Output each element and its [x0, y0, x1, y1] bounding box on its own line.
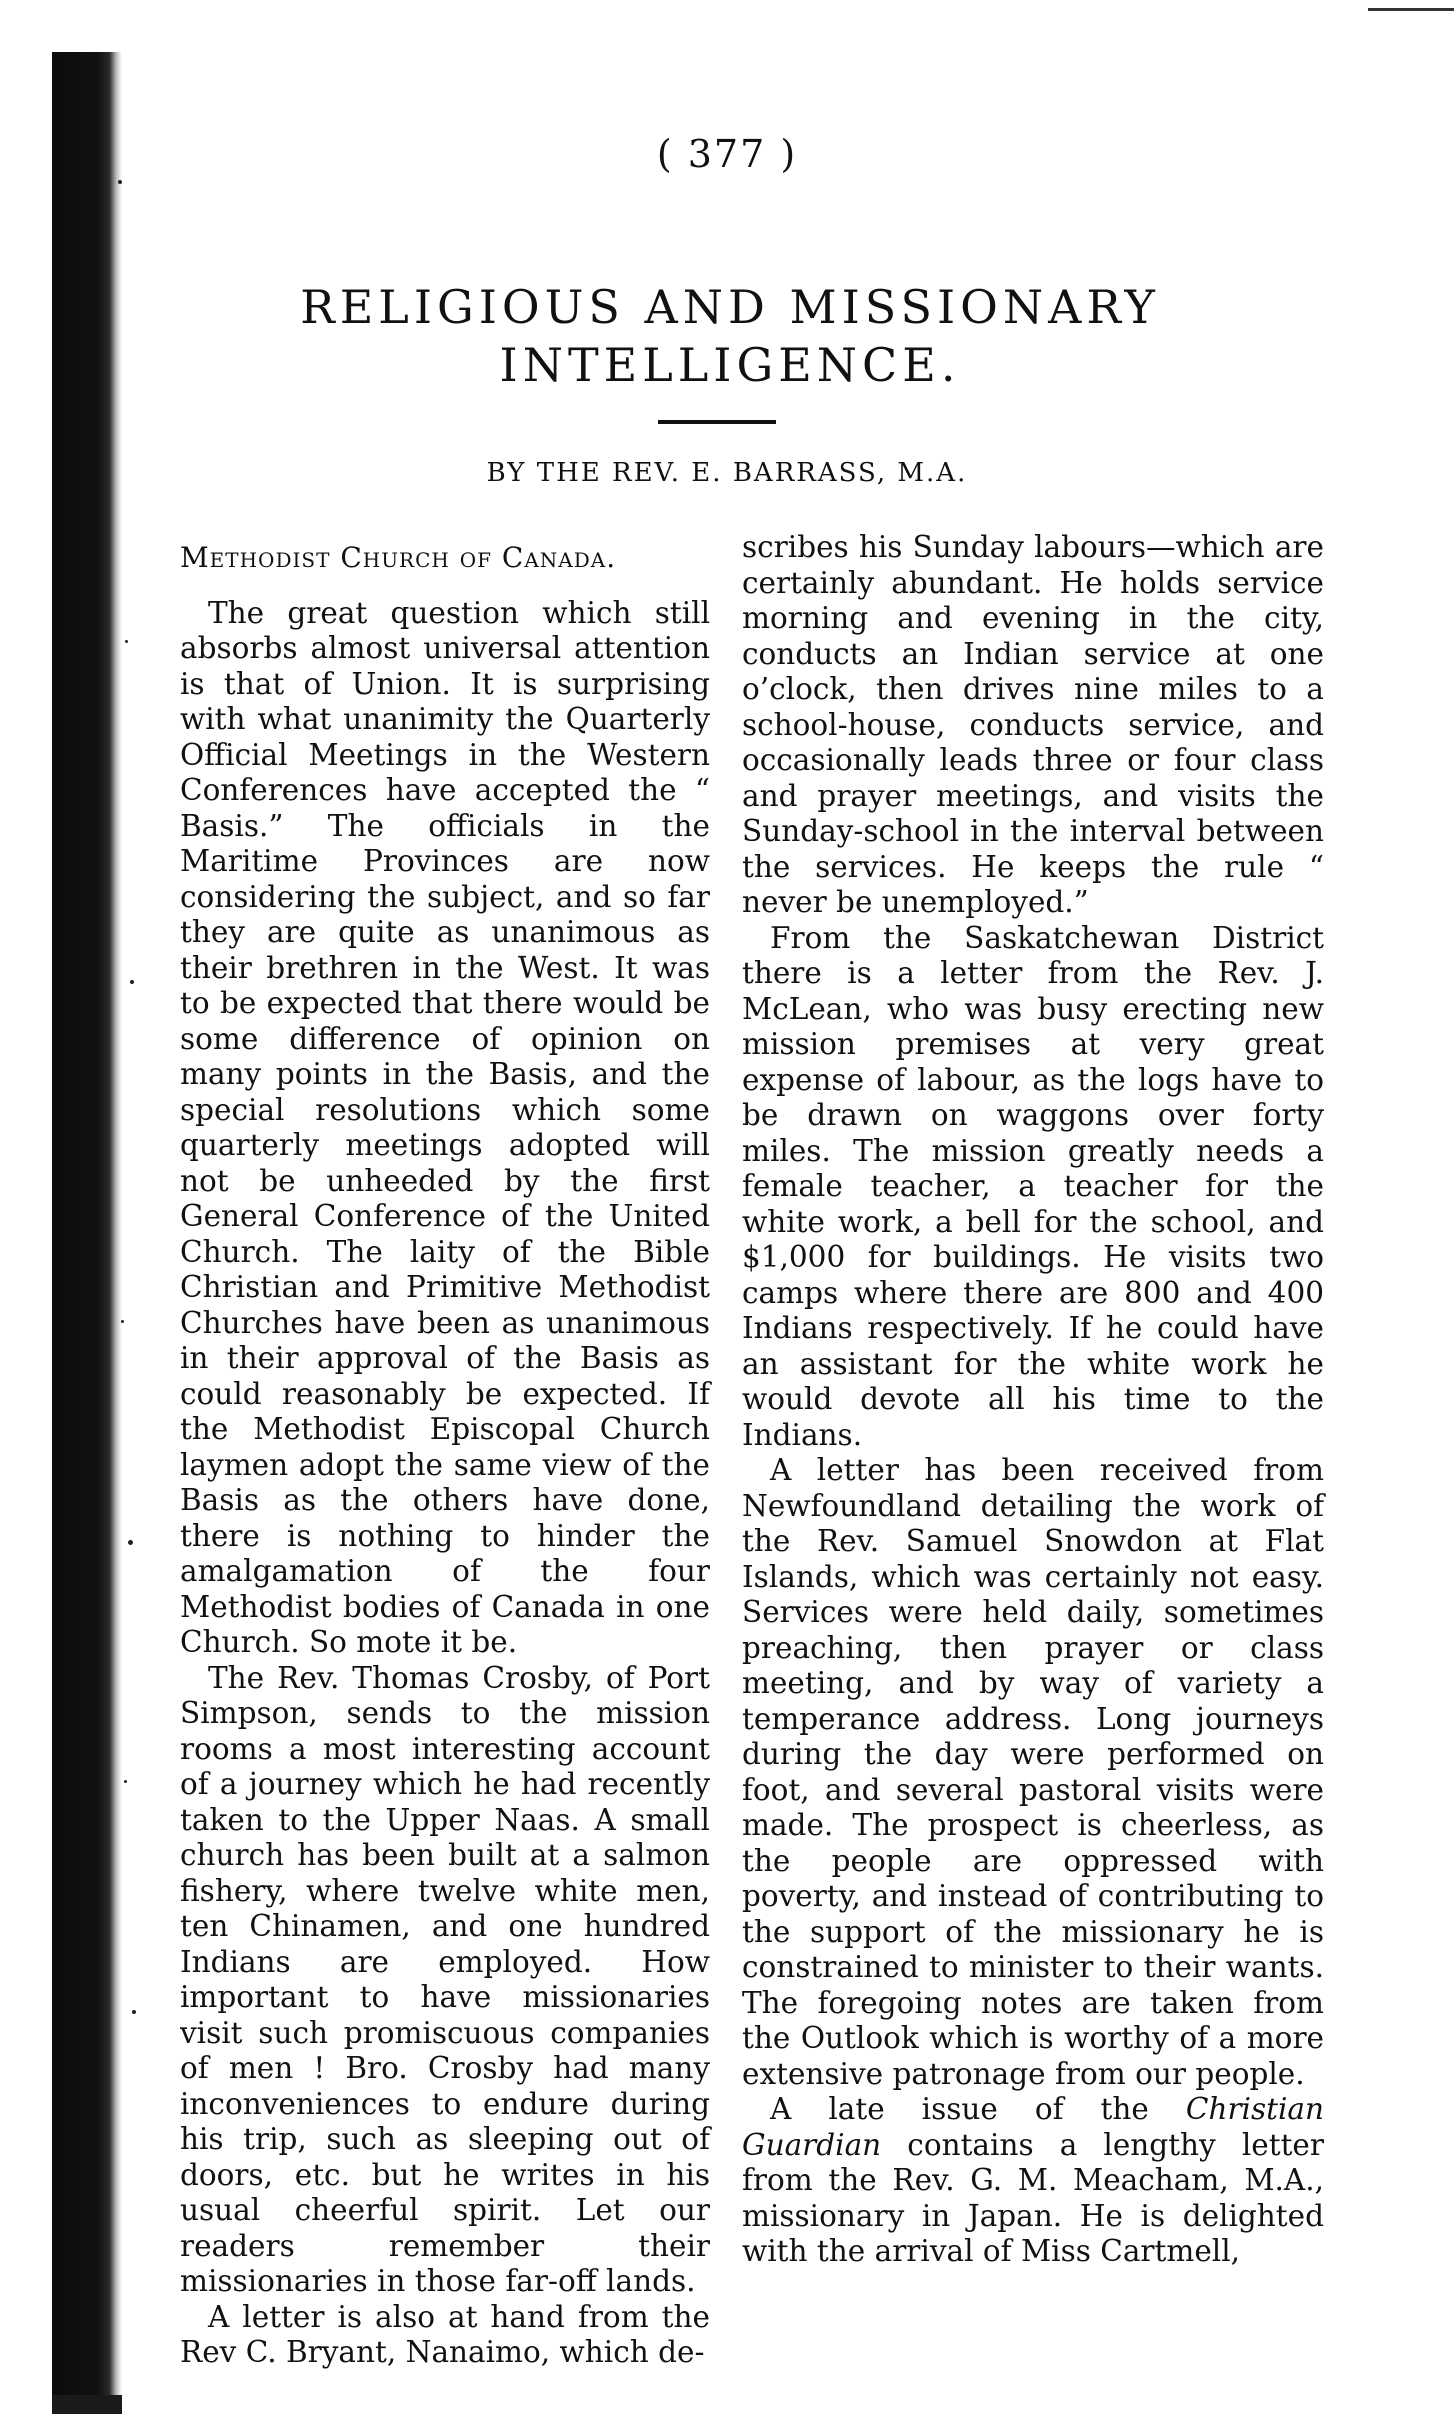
paragraph-japan — [742, 2092, 1324, 2270]
publication-title: Christian Guardian — [742, 2092, 1324, 2162]
binding-speck — [124, 1780, 127, 1783]
paragraph-bryant-continued: scribes his Sunday labours—which are certainly abundant. He holds service morning and evening in the city, conducts an Indian service at one o’clock, then drives nine miles to a school-house, conducts service, and occasionally leads three or four class and prayer meetings, and visits the Sunday-school in the interval between the services. He keeps the rule “ never be unemployed.” — [742, 530, 1324, 919]
binding-speck — [125, 640, 128, 643]
binding-speck — [128, 1540, 133, 1545]
japan-text-end: contains a lengthy letter from the Rev. G. M. Meacham, M.A., missionary in Japan. He is delighted with the arrival of Miss Cartmell, — [742, 2127, 1324, 2268]
corner-rule — [1368, 8, 1454, 11]
left-column — [180, 540, 710, 2371]
article-title: RELIGIOUS AND MISSIONARY INTELLIGENCE. — [300, 280, 1160, 392]
binding-speck — [121, 1320, 124, 1323]
section-heading: Methodist Church of Canada. — [180, 541, 617, 574]
japan-text-start: A late issue of the — [770, 2092, 1186, 2126]
paragraph-saskatchewan: From the Saskatchewan District there is a letter from the Rev. J. McLean, who was busy erecting new mission premises at very great expense of labour, as the logs have to be drawn on waggons over forty miles. The mission greatly needs a female teacher, a teacher for the white work, a bell for the school, and $1,000 for buildings. He visits two camps where there are 800 and 400 Indians respectively. If he could have an assistant for the white work he would devote all his time to the Indians. — [742, 920, 1324, 1452]
right-column — [742, 530, 1324, 2270]
page-binding-shadow — [52, 52, 122, 2402]
paragraph-newfoundland: A letter has been received from Newfoundland detailing the work of the Rev. Samuel Snowdon at Flat Islands, which was certainly not easy. Services were held daily, sometimes preaching, then prayer or class meeting, and by way of variety a temperance address. Long journeys during the day were performed on foot, and several pastoral visits were made. The prospect is cheerless, as the people are oppressed with poverty, and instead of contributing to the support of the missionary he is constrained to minister to their wants. The foregoing notes are taken from the Outlook which is worthy of a more extensive patronage from our people. — [742, 1453, 1324, 2091]
paragraph-crosby: The Rev. Thomas Crosby, of Port Simpson, sends to the mission rooms a most interesting account of a journey which he had recently taken to the Upper Naas. A small church has been built at a salmon fishery, where twelve white men, ten Chinamen, and one hundred Indians are employed. How important to have missionaries visit such promiscuous companies of men ! Bro. Crosby had many inconveniences to endure during his trip, such as sleeping out of doors, etc. but he writes in his usual cheerful spirit. Let our readers remember their missionaries in those far-off lands. — [180, 1660, 710, 2298]
binding-speck — [130, 980, 134, 984]
paragraph-union: The great question which still absorbs almost universal attention is that of Union. It is surprising with what unanimity the Quarterly Official Meetings in the Western Conferences have accepted the “ Basis.” The officials in the Maritime Provinces are now considering the subject, and so far they are quite as unanimous as their brethren in the West. It was to be expected that there would be some difference of opinion on many points in the Basis, and the special resolutions which some quarterly meetings adopted will not be unheeded by the first General Conference of the United Church. The laity of the Bible Christian and Primitive Methodist Churches have been as unanimous in their approval of the Basis as could reasonably be expected. If the Methodist Episcopal Church laymen adopt the same view of the Basis as the others have done, there is nothing to hinder the amalgamation of the four Methodist bodies of Canada in one Church. So mote it be. — [180, 595, 710, 1659]
paragraph-bryant: A letter is also at hand from the Rev C. Bryant, Nanaimo, which de- — [180, 2299, 710, 2369]
binding-speck — [132, 2010, 136, 2014]
title-divider — [658, 420, 776, 424]
page-number: ( 377 ) — [656, 132, 798, 176]
binding-speck — [118, 180, 122, 184]
byline: BY THE REV. E. BARRASS, M.A. — [486, 458, 968, 488]
binding-bottom-shade — [52, 2395, 122, 2414]
